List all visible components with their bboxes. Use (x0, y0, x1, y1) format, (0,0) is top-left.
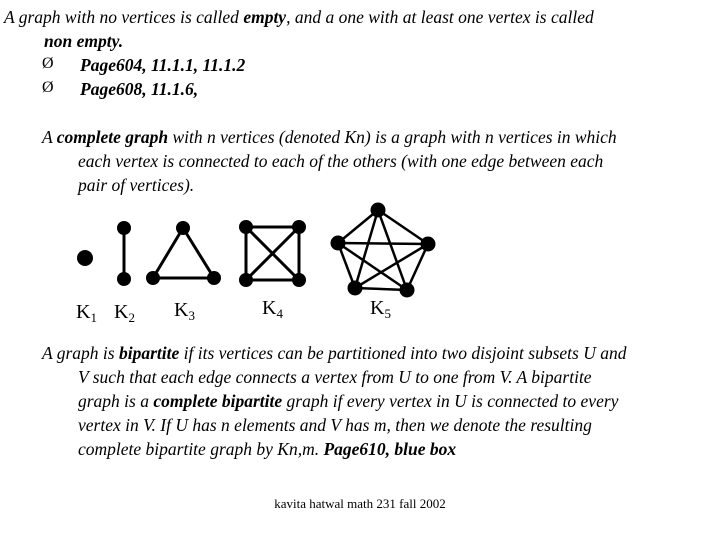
para2-line3: pair of vertices). (78, 175, 195, 195)
k4-vertex (292, 220, 306, 234)
k1-vertex (77, 250, 93, 266)
label-k2: $K_2$ (114, 301, 135, 325)
bullet-arrow-icon: Ø (42, 79, 54, 96)
k5-vertex (400, 283, 415, 298)
label-k5: $K_5$ (370, 297, 391, 321)
bullet-page604: Page604, 11.1.1, 11.1.2 (80, 55, 246, 75)
bullet-page608: Page608, 11.1.6, (80, 79, 199, 99)
k5-vertex (348, 281, 363, 296)
k2-vertex (117, 272, 131, 286)
para2-line2: each vertex is connected to each of the others (with one edge between each (78, 151, 604, 171)
page610-reference: Page610, blue box (323, 439, 457, 459)
k5-vertex (421, 237, 436, 252)
k3-vertex (176, 221, 190, 235)
para3-line1: A graph is bipartite if its vertices can be partitioned into two disjoint subsets U and (42, 343, 627, 363)
bullet-arrow-icon: Ø (42, 55, 54, 72)
k5-vertex (331, 236, 346, 251)
k4-vertex (239, 220, 253, 234)
para2-line1: A complete graph with n vertices (denoted Kn) is a graph with n vertices in which (42, 127, 617, 147)
term-complete-graph: complete graph (56, 127, 169, 147)
k5-edges (338, 210, 428, 290)
k2-vertex (117, 221, 131, 235)
k3-vertex (207, 271, 221, 285)
k4-vertex (239, 273, 253, 287)
footer-credit: kavita hatwal math 231 fall 2002 (274, 496, 446, 511)
label-k1: $K_1$ (76, 301, 97, 325)
term-empty: empty (243, 7, 287, 27)
k4-vertex (292, 273, 306, 287)
k3-edges (153, 228, 214, 278)
term-bipartite: bipartite (118, 343, 180, 363)
para3-line5: complete bipartite graph by Kn,m. Page610, blue box (78, 439, 457, 459)
k3-vertex (146, 271, 160, 285)
para3-line3: graph is a complete bipartite graph if every vertex in U is connected to every (78, 391, 619, 411)
label-k3: $K_3$ (174, 299, 195, 323)
label-k4: $K_4$ (262, 297, 283, 321)
term-non-empty: non empty. (44, 31, 124, 51)
para3-line4: vertex in V. If U has n elements and V has m, then we denote the resulting (78, 415, 592, 435)
para1-line1: A graph with no vertices is called empty, and a one with at least one vertex is called (4, 7, 594, 27)
para3-line2: V such that each edge connects a vertex from U to one from V. A bipartite (78, 367, 592, 387)
term-complete-bipartite: complete bipartite (153, 391, 283, 411)
k5-vertex (371, 203, 386, 218)
